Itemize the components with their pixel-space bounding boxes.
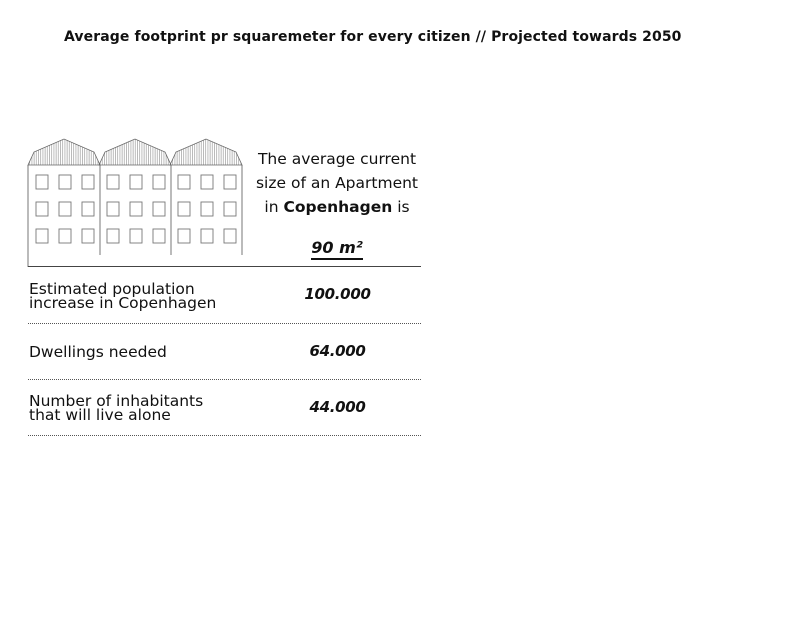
window-shape: [82, 202, 94, 216]
apartment-buildings-illustration: [27, 137, 247, 269]
window-shape: [130, 229, 142, 243]
window-shape: [178, 175, 190, 189]
window-shape: [201, 202, 213, 216]
window-shape: [82, 229, 94, 243]
window-shape: [107, 229, 119, 243]
row-label-inhabitants: Number of inhabitants that will live alone: [29, 392, 204, 424]
window-shape: [201, 229, 213, 243]
window-shape: [201, 175, 213, 189]
window-shape: [130, 202, 142, 216]
window-shape: [107, 202, 119, 216]
apartment-size-value: 90 m²: [252, 238, 422, 257]
page-title: Average footprint pr squaremeter for every citizen // Projected towards 2050: [64, 29, 682, 45]
divider: [28, 435, 421, 436]
row-value-dwellings: 64.000: [309, 342, 366, 360]
row-value-population: 100.000: [304, 285, 371, 303]
window-shape: [224, 202, 236, 216]
window-shape: [107, 175, 119, 189]
row-label-dwellings: Dwellings needed: [29, 343, 167, 361]
divider: [28, 323, 421, 324]
row-value-inhabitants: 44.000: [309, 398, 366, 416]
window-shape: [82, 175, 94, 189]
apartment-description: The average current size of an Apartment in Copenhagen is: [255, 150, 419, 216]
window-shape: [153, 175, 165, 189]
window-shape: [36, 229, 48, 243]
divider: [28, 379, 421, 380]
window-shape: [36, 175, 48, 189]
building-block: [28, 139, 100, 267]
divider: [28, 266, 421, 267]
window-shape: [178, 202, 190, 216]
window-shape: [59, 229, 71, 243]
window-shape: [153, 202, 165, 216]
window-shape: [130, 175, 142, 189]
window-shape: [153, 229, 165, 243]
window-shape: [224, 229, 236, 243]
building-block: [170, 139, 242, 255]
window-shape: [59, 175, 71, 189]
row-label-population: Estimated population increase in Copenhagen: [29, 280, 217, 312]
city-name: Copenhagen: [283, 198, 393, 216]
building-block: [99, 139, 171, 255]
window-shape: [59, 202, 71, 216]
window-shape: [36, 202, 48, 216]
window-shape: [178, 229, 190, 243]
window-shape: [224, 175, 236, 189]
